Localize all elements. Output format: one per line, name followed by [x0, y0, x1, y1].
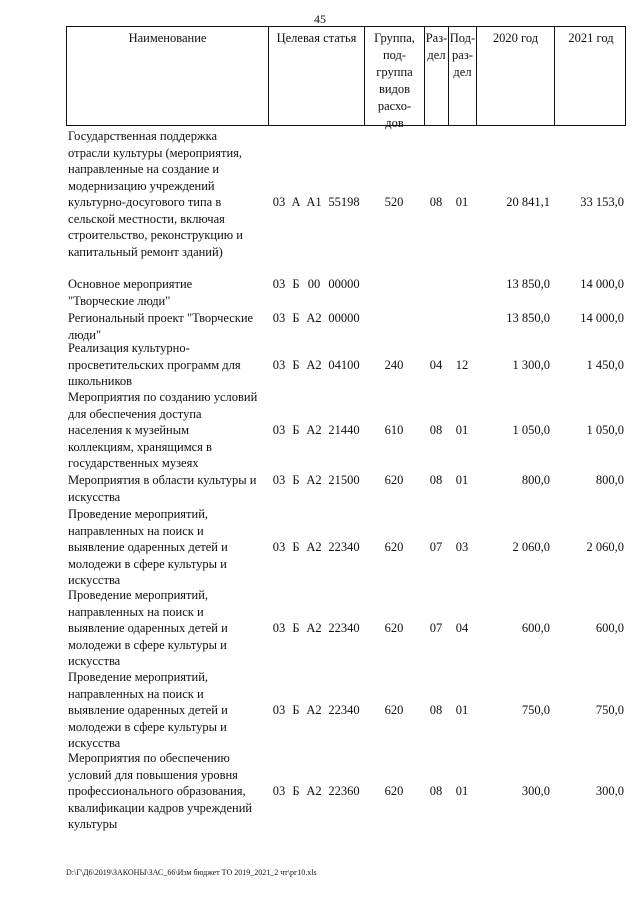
- header-target: [269, 27, 365, 125]
- amount-2020: 600,0: [521, 621, 550, 635]
- row-name-line: культурно-досугового типа в: [68, 195, 222, 209]
- code-item: 22340: [328, 703, 360, 717]
- row-name: [68, 276, 264, 309]
- code-direction: А2: [306, 540, 322, 554]
- row-name: [68, 506, 264, 589]
- row-name: [68, 389, 264, 472]
- code-program: 03: [272, 423, 286, 437]
- row-name-line: выявление одаренных детей и: [68, 540, 228, 554]
- code-item: 22340: [328, 621, 360, 635]
- row-name-line: коллекциям, хранящимся в: [68, 439, 212, 454]
- page-number: 45: [314, 12, 326, 26]
- code-item: 04100: [328, 357, 360, 372]
- row-name-line: государственных музеях: [68, 456, 199, 470]
- row-name-line: искусства: [68, 573, 121, 587]
- header-name-label: Наименование: [128, 31, 207, 45]
- code-subprogram: Б: [292, 357, 300, 372]
- code-item: 22360: [328, 784, 360, 798]
- expense-group: 520: [384, 195, 404, 209]
- table-header: [66, 26, 626, 130]
- row-name: [68, 669, 264, 752]
- expense-group: 610: [384, 423, 404, 437]
- row-name: [68, 128, 264, 260]
- code-subprogram: А: [291, 195, 301, 209]
- code-subprogram: Б: [292, 784, 300, 798]
- expense-group: 620: [384, 540, 404, 554]
- header-group-line: видов: [378, 82, 411, 96]
- code-program: 03: [272, 784, 286, 798]
- code-direction: А1: [306, 195, 322, 209]
- code-direction: А2: [306, 357, 322, 372]
- row-name-line: направленных на поиск и: [68, 686, 204, 701]
- header-group-line: Группа,: [374, 31, 415, 45]
- expense-group: 620: [384, 703, 404, 717]
- row-name-line: Основное мероприятие: [68, 277, 193, 291]
- header-subsection: [449, 27, 477, 125]
- subsection-code: 01: [455, 703, 469, 717]
- subsection-code: 04: [455, 621, 469, 635]
- header-group-line: расхо-: [377, 99, 412, 113]
- header-target-label: Целевая статья: [276, 31, 357, 45]
- section-code: 04: [429, 357, 443, 372]
- row-name-line: искусства: [68, 736, 121, 750]
- row-name-line: Мероприятия по созданию условий: [68, 390, 258, 404]
- row-name-line: для обеспечения доступа: [68, 406, 202, 421]
- amount-2020: 800,0: [521, 473, 550, 487]
- amount-2020: 300,0: [521, 784, 550, 798]
- row-name-line: капитальный ремонт зданий): [68, 244, 223, 259]
- row-name-line: выявление одаренных детей и: [68, 621, 228, 635]
- code-direction: А2: [306, 423, 322, 437]
- row-name-line: направленных на поиск и: [68, 604, 204, 619]
- amount-2021: 800,0: [595, 473, 624, 487]
- section-code: 08: [429, 473, 443, 487]
- amount-2021: 14 000,0: [580, 311, 624, 325]
- header-subsection-line: раз-: [452, 48, 473, 62]
- row-name-line: люди": [68, 327, 102, 342]
- row-name-line: искусства: [68, 489, 121, 504]
- row-name-line: направленные на создание и: [68, 162, 220, 176]
- amount-2021: 33 153,0: [580, 195, 624, 209]
- code-direction: А2: [306, 311, 322, 325]
- amount-2021: 1 450,0: [586, 357, 624, 372]
- row-name-line: Мероприятия в области культуры и: [68, 473, 257, 487]
- header-2021: [555, 27, 627, 125]
- row-name-line: условий для повышения уровня: [68, 767, 238, 782]
- amount-2021: 600,0: [595, 621, 624, 635]
- header-section: [425, 27, 449, 125]
- code-subprogram: Б: [292, 423, 300, 437]
- code-subprogram: Б: [292, 540, 300, 554]
- code-program: 03: [272, 277, 286, 291]
- row-name-line: Реализация культурно-: [68, 341, 190, 355]
- code-direction: А2: [306, 703, 322, 717]
- row-name-line: Мероприятия по обеспечению: [68, 751, 230, 765]
- row-name-line: Проведение мероприятий,: [68, 507, 209, 521]
- row-name-line: модернизацию учреждений: [68, 178, 215, 193]
- code-direction: А2: [306, 784, 322, 798]
- section-code: 08: [429, 195, 443, 209]
- code-program: 03: [272, 621, 286, 635]
- amount-2020: 13 850,0: [506, 277, 550, 291]
- header-2020-label: 2020 год: [492, 31, 539, 45]
- section-code: 07: [429, 621, 443, 635]
- header-2020: [477, 27, 555, 125]
- amount-2020: 750,0: [521, 703, 550, 717]
- row-name-line: культуры: [68, 817, 118, 831]
- amount-2020: 1 050,0: [512, 423, 550, 437]
- subsection-code: 01: [455, 784, 469, 798]
- code-item: 00000: [328, 311, 360, 325]
- row-name: [68, 587, 264, 670]
- row-name-line: молодежи в сфере культуры и: [68, 556, 227, 571]
- header-group-line: под-: [382, 48, 407, 62]
- code-direction: А2: [306, 473, 322, 487]
- subsection-code: 01: [455, 195, 469, 209]
- header-subsection-line: Под-: [449, 31, 476, 45]
- amount-2021: 14 000,0: [580, 277, 624, 291]
- row-name: [68, 472, 264, 505]
- amount-2021: 2 060,0: [586, 540, 624, 554]
- row-name-line: направленных на поиск и: [68, 523, 204, 538]
- code-subprogram: Б: [292, 703, 300, 717]
- subsection-code: 12: [455, 357, 469, 372]
- row-name-line: искусства: [68, 654, 121, 668]
- row-name-line: населения к музейным: [68, 423, 190, 437]
- expense-group: 620: [384, 784, 404, 798]
- code-subprogram: Б: [292, 473, 300, 487]
- code-program: 03: [272, 703, 286, 717]
- row-name-line: отрасли культуры (мероприятия,: [68, 145, 243, 160]
- code-subprogram: Б: [292, 621, 300, 635]
- header-section-line: Раз-: [425, 31, 448, 45]
- row-name-line: Проведение мероприятий,: [68, 670, 209, 684]
- code-subprogram: Б: [292, 311, 300, 325]
- row-name-line: профессионального образования,: [68, 784, 246, 798]
- expense-group: 240: [384, 357, 404, 372]
- file-path-footer: D:\Г\Д6\2019\ЗАКОНЫ\ЗАС_66\Изм бюджет ТО 2019_2021_2 чт\рг10.xls: [66, 868, 317, 877]
- header-group: [365, 27, 425, 130]
- amount-2020: 20 841,1: [506, 195, 550, 209]
- row-name-line: молодежи в сфере культуры и: [68, 719, 227, 734]
- row-name-line: выявление одаренных детей и: [68, 703, 228, 717]
- subsection-code: 03: [455, 540, 469, 554]
- code-item: 00000: [328, 277, 360, 291]
- section-code: 07: [429, 540, 443, 554]
- code-item: 22340: [328, 540, 360, 554]
- section-code: 08: [429, 423, 443, 437]
- code-direction: 00: [307, 277, 321, 291]
- header-subsection-line: дел: [453, 65, 472, 79]
- row-name: [68, 310, 264, 343]
- row-name-line: просветительских программ для: [68, 357, 241, 372]
- row-name-line: квалификации кадров учреждений: [68, 800, 253, 815]
- code-subprogram: Б: [292, 277, 300, 291]
- expense-group: 620: [384, 621, 404, 635]
- amount-2021: 750,0: [595, 703, 624, 717]
- row-name: [68, 750, 264, 833]
- section-code: 08: [429, 703, 443, 717]
- subsection-code: 01: [455, 423, 469, 437]
- code-item: 21440: [328, 423, 360, 437]
- amount-2021: 300,0: [595, 784, 624, 798]
- header-2021-label: 2021 год: [568, 31, 614, 45]
- row-name-line: сельской местности, включая: [68, 211, 225, 226]
- section-code: 08: [429, 784, 443, 798]
- row-name-line: строительство, реконструкцию и: [68, 228, 243, 242]
- amount-2020: 13 850,0: [506, 311, 550, 325]
- code-direction: А2: [306, 621, 322, 635]
- header-group-line: группа: [376, 65, 413, 79]
- row-name-line: молодежи в сфере культуры и: [68, 637, 227, 652]
- subsection-code: 01: [455, 473, 469, 487]
- amount-2020: 2 060,0: [512, 540, 550, 554]
- code-item: 21500: [328, 473, 360, 487]
- expense-group: 620: [384, 473, 404, 487]
- code-program: 03: [272, 473, 286, 487]
- row-name-line: "Творческие люди": [68, 293, 171, 308]
- row-name-line: Проведение мероприятий,: [68, 588, 209, 602]
- header-group-line: дов: [385, 116, 404, 130]
- code-program: 03: [272, 357, 286, 372]
- row-name-line: Региональный проект "Творческие: [68, 311, 254, 325]
- row-name: [68, 340, 264, 390]
- amount-2021: 1 050,0: [586, 423, 624, 437]
- row-name-line: Государственная поддержка: [68, 129, 218, 143]
- header-section-line: дел: [427, 48, 446, 62]
- amount-2020: 1 300,0: [512, 357, 550, 372]
- header-name: [67, 27, 269, 125]
- row-name-line: школьников: [68, 374, 133, 388]
- code-item: 55198: [328, 195, 360, 209]
- code-program: 03: [272, 311, 286, 325]
- code-program: 03: [272, 195, 286, 209]
- code-program: 03: [272, 540, 286, 554]
